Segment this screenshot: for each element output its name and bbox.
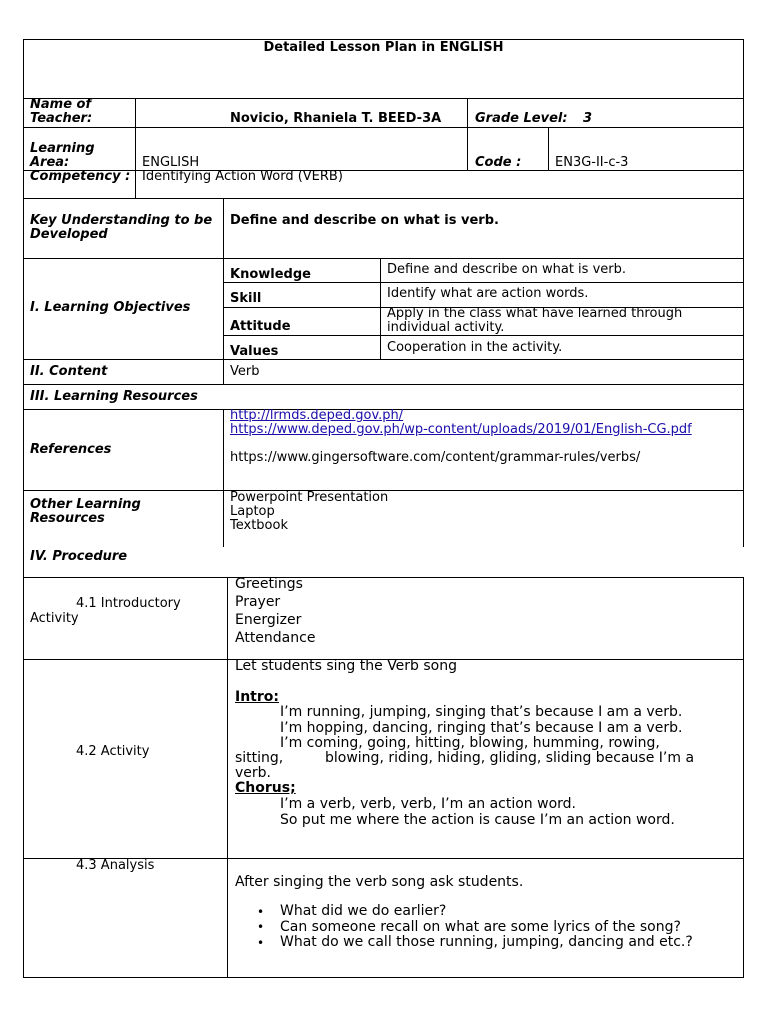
other-resources-label: Other Learning Resources: [30, 497, 141, 526]
competency-label: Competency :: [30, 169, 131, 184]
song-line: sitting,: [235, 750, 284, 766]
bullet-icon: •: [257, 936, 265, 950]
rule-bottom: [23, 977, 744, 978]
content-label: II. Content: [30, 364, 108, 379]
objective-value-values: Cooperation in the activity.: [387, 340, 563, 355]
learning-area-label: Learning Area:: [30, 141, 95, 170]
rule: [548, 127, 549, 170]
grade-level-value: 3: [583, 111, 593, 126]
competency-value: Identifying Action Word (VERB): [142, 169, 343, 184]
chorus-line: I’m a verb, verb, verb, I’m an action word.: [280, 796, 576, 812]
references-label: References: [30, 442, 112, 457]
objective-value-knowledge: Define and describe on what is verb.: [387, 262, 626, 277]
teacher-name: Novicio, Rhaniela T. BEED-3A: [230, 111, 442, 126]
page-title: Detailed Lesson Plan in ENGLISH: [263, 40, 504, 55]
rule: [23, 127, 744, 128]
objective-name-values: Values: [230, 344, 279, 359]
intro-item: Greetings: [235, 576, 303, 592]
analysis-question: What did we do earlier?: [280, 903, 447, 919]
rule: [23, 384, 744, 385]
rule: [223, 282, 744, 283]
rule: [23, 359, 744, 360]
analysis-lead: After singing the verb song ask students.: [235, 874, 524, 890]
song-line: I’m coming, going, hitting, blowing, humming, rowing,: [280, 735, 660, 751]
objective-name-skill: Skill: [230, 291, 262, 306]
rule: [223, 409, 224, 547]
bullet-icon: •: [257, 920, 265, 934]
analysis-label: 4.3 Analysis: [76, 858, 155, 873]
teacher-label: Name of Teacher:: [30, 97, 93, 126]
code-value: EN3G-II-c-3: [555, 155, 629, 170]
analysis-question: What do we call those running, jumping, dancing and etc.?: [280, 934, 693, 950]
rule-right: [743, 39, 744, 547]
code-label: Code :: [475, 155, 522, 170]
grade-level-label: Grade Level:: [475, 111, 568, 126]
key-understanding-value: Define and describe on what is verb.: [230, 213, 499, 228]
procedure-label: IV. Procedure: [30, 549, 128, 564]
learning-resources-label: III. Learning Resources: [30, 389, 198, 404]
reference-link-lrmds[interactable]: http://lrmds.deped.gov.ph/: [230, 408, 404, 423]
chorus-line: So put me where the action is cause I’m an action word.: [280, 812, 675, 828]
learning-area-value: ENGLISH: [142, 155, 200, 170]
rule: [223, 198, 224, 384]
rule: [227, 577, 228, 977]
song-intro-label: Intro:: [235, 689, 279, 705]
objective-value-attitude: Apply in the class what have learned through individual activity.: [387, 306, 683, 335]
rule: [23, 98, 744, 99]
rule: [23, 577, 744, 578]
intro-item: Attendance: [235, 630, 316, 646]
content-value: Verb: [230, 364, 260, 379]
analysis-question: Can someone recall on what are some lyrics of the song?: [280, 919, 681, 935]
key-understanding-label: Key Understanding to be Developed: [30, 213, 213, 242]
other-resource-item: Powerpoint Presentation: [230, 490, 389, 505]
rule: [23, 258, 744, 259]
rule-left: [23, 39, 24, 977]
song-line: blowing, riding, hiding, gliding, sliding because I’m a: [325, 750, 695, 766]
reference-link-deped[interactable]: https://www.deped.gov.ph/wp-content/uploads/2019/01/English-CG.pdf: [230, 422, 692, 437]
objective-name-knowledge: Knowledge: [230, 267, 311, 282]
rule: [467, 98, 468, 170]
reference-ginger: https://www.gingersoftware.com/content/grammar-rules/verbs/: [230, 450, 641, 465]
objective-value-skill: Identify what are action words.: [387, 286, 589, 301]
song-chorus-label: Chorus;: [235, 780, 296, 796]
learning-objectives-label: I. Learning Objectives: [30, 300, 191, 315]
song-line: I’m running, jumping, singing that’s because I am a verb.: [280, 704, 683, 720]
other-resource-item: Textbook: [230, 518, 288, 533]
intro-item: Prayer: [235, 594, 281, 610]
other-resource-item: Laptop: [230, 504, 275, 519]
activity-lead: Let students sing the Verb song: [235, 658, 458, 674]
song-line: verb.: [235, 765, 271, 781]
rule-right: [743, 577, 744, 977]
rule: [135, 98, 136, 198]
bullet-icon: •: [257, 905, 265, 919]
rule: [23, 198, 744, 199]
rule: [380, 258, 381, 359]
intro-activity-label: 4.1 Introductory: [76, 596, 181, 611]
objective-name-attitude: Attitude: [230, 319, 291, 334]
intro-activity-label-2: Activity: [30, 611, 79, 626]
rule: [223, 335, 744, 336]
activity-label: 4.2 Activity: [76, 744, 150, 759]
song-line: I’m hopping, dancing, ringing that’s because I am a verb.: [280, 720, 683, 736]
intro-item: Energizer: [235, 612, 302, 628]
